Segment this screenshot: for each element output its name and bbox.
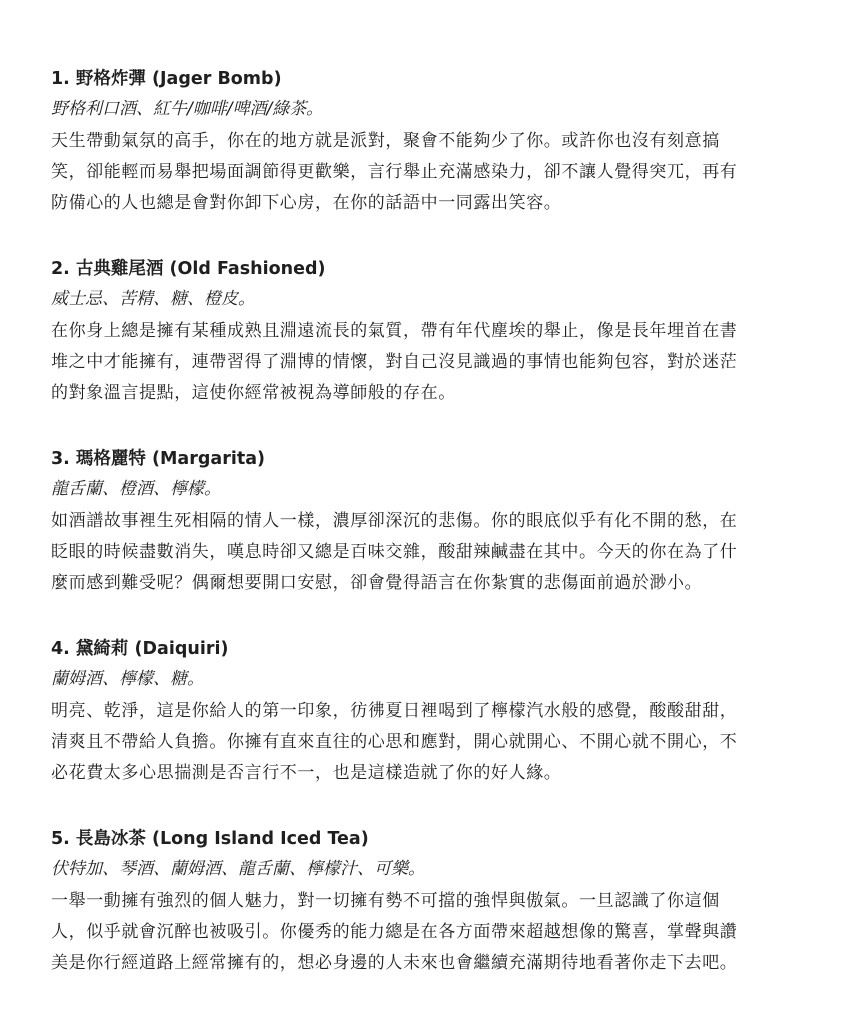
description-line: 笑，卻能輕而易舉把場面調節得更歡樂，言行舉止充滿感染力，卻不讓人覺得突兀，再有 bbox=[51, 162, 738, 182]
description-line: 明亮、乾淨，這是你給人的第一印象，彷彿夏日裡喝到了檸檬汽水般的感覺，酸酸甜甜， bbox=[51, 701, 738, 721]
cocktail-entry-long-island-iced-tea bbox=[51, 826, 809, 979]
description-line: 天生帶動氣氛的高手，你在的地方就是派對，聚會不能夠少了你。或許你也沒有刻意搞 bbox=[51, 131, 720, 151]
entry-title: 3. 瑪格麗特 (Margarita) bbox=[51, 449, 265, 469]
entry-description bbox=[51, 316, 809, 409]
description-line: 美是你行經道路上經常擁有的，想必身邊的人未來也會繼續充滿期待地看著你走下去吧。 bbox=[51, 953, 738, 973]
entry-description bbox=[51, 696, 809, 789]
entry-description bbox=[51, 126, 809, 219]
description-line: 眨眼的時候盡數消失，嘆息時卻又總是百味交雜，酸甜辣鹹盡在其中。今天的你在為了什 bbox=[51, 542, 738, 562]
description-line: 的對象溫言提點，這使你經常被視為導師般的存在。 bbox=[51, 383, 456, 403]
cocktail-entry-daiquiri bbox=[51, 636, 809, 789]
description-line: 清爽且不帶給人負擔。你擁有直來直往的心思和應對，開心就開心、不開心就不開心，不 bbox=[51, 732, 738, 752]
entry-description bbox=[51, 506, 809, 599]
entry-description bbox=[51, 886, 809, 979]
entry-title: 1. 野格炸彈 (Jager Bomb) bbox=[51, 69, 282, 89]
description-line: 防備心的人也總是會對你卸下心房，在你的話語中一同露出笑容。 bbox=[51, 193, 562, 213]
entry-title: 5. 長島冰茶 (Long Island Iced Tea) bbox=[51, 829, 369, 849]
entry-ingredients: 野格利口酒、紅牛/咖啡/啤酒/綠茶。 bbox=[51, 99, 324, 119]
cocktail-entry-old-fashioned bbox=[51, 256, 809, 409]
entry-ingredients: 龍舌蘭、橙酒、檸檬。 bbox=[51, 479, 221, 499]
entry-title: 4. 黛綺莉 (Daiquiri) bbox=[51, 639, 229, 659]
description-line: 一舉一動擁有強烈的個人魅力，對一切擁有勢不可擋的強悍與傲氣。一旦認識了你這個 bbox=[51, 891, 720, 911]
description-line: 堆之中才能擁有，連帶習得了淵博的情懷，對自己沒見識過的事情也能夠包容，對於迷茫 bbox=[51, 352, 738, 372]
entry-ingredients: 威士忌、苦精、糖、橙皮。 bbox=[51, 289, 255, 309]
description-line: 麼而感到難受呢？偶爾想要開口安慰，卻會覺得語言在你紮實的悲傷面前過於渺小。 bbox=[51, 573, 703, 593]
entry-title: 2. 古典雞尾酒 (Old Fashioned) bbox=[51, 259, 326, 279]
entry-ingredients: 伏特加、琴酒、蘭姆酒、龍舌蘭、檸檬汁、可樂。 bbox=[51, 859, 425, 879]
description-line: 在你身上總是擁有某種成熟且淵遠流長的氣質，帶有年代塵埃的舉止，像是長年埋首在書 bbox=[51, 321, 738, 341]
entry-ingredients: 蘭姆酒、檸檬、糖。 bbox=[51, 669, 204, 689]
description-line: 如酒譜故事裡生死相隔的情人一樣，濃厚卻深沉的悲傷。你的眼底似乎有化不開的愁，在 bbox=[51, 511, 738, 531]
description-line: 人，似乎就會沉醉也被吸引。你優秀的能力總是在各方面帶來超越想像的驚喜，掌聲與讚 bbox=[51, 922, 738, 942]
cocktail-entry-jager-bomb bbox=[51, 66, 809, 219]
cocktail-entry-margarita bbox=[51, 446, 809, 599]
description-line: 必花費太多心思揣測是否言行不一，也是這樣造就了你的好人緣。 bbox=[51, 763, 562, 783]
